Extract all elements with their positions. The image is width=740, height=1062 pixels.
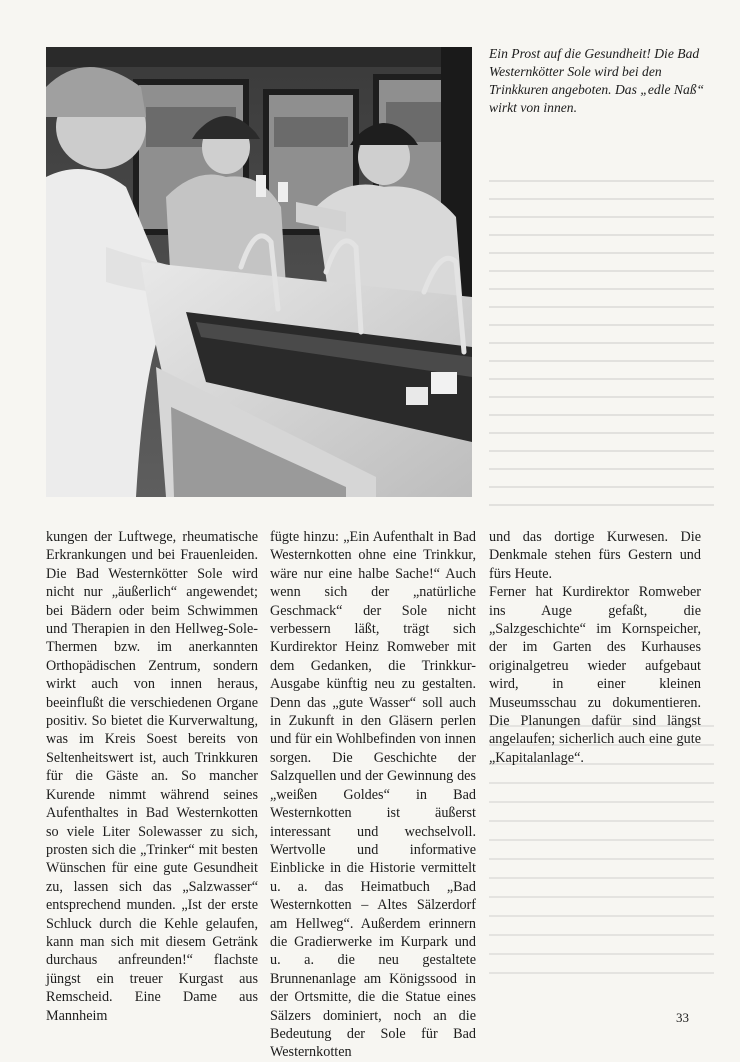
photo-drinking-cure bbox=[46, 47, 472, 497]
text-column-1 bbox=[46, 528, 258, 1025]
bleed-through-text bbox=[489, 180, 714, 530]
paragraph: und das dortige Kurwesen. Die Denkmale stehen fürs Gestern und fürs Heute. bbox=[489, 529, 701, 582]
text-column-2 bbox=[270, 528, 476, 1062]
page-number: 33 bbox=[676, 1010, 689, 1025]
photo-caption: Ein Prost auf die Gesundheit! Die Bad Westernkötter Sole wird bei den Trinkkuren angeboten. Das „edle Naß“ wirkt von innen. bbox=[489, 46, 705, 115]
paragraph: fügte hinzu: „Ein Aufenthalt in Bad Westernkotten ohne eine Trinkkur, wäre nur eine halbe Sache!“ Auch wenn sich der „natürliche Geschmack“ der Sole nicht verbessern läßt, trägt sich Kurdirektor Heinz Romweber mit dem Gedanken, die Trinkkur-Ausgabe künftig neu zu gestalten. Denn das „gute Wasser“ soll auch in Zukunft in den Gläsern perlen und für ein Wohlbefinden von innen sorgen. Die Geschichte der Salzquellen und der Gewinnung des „weißen Goldes“ in Bad Westernkotten ist äußerst interessant und wechselvoll. Wertvolle und informative Einblicke in die Historie vermittelt u. a. das Heimatbuch „Bad Westernkotten – Altes Sälzerdorf am Hellweg“. Außerdem erinnern die Gradierwerke im Kurpark und u. a. die neu gestaltete Brunnenanlage am Königssood in der Ortsmitte, die die Statue eines Sälzers dominiert, noch an die Bedeutung der Sole für Bad Westernkotten bbox=[270, 529, 476, 1061]
text-column-3 bbox=[489, 528, 701, 767]
photo-illustration bbox=[46, 47, 472, 497]
paragraph: kungen der Luftwege, rheumatische Erkrankungen und bei Frauenleiden. Die Bad Westernkötter Sole wird nicht nur „äußerlich“ angewendet; bei Bädern oder beim Schwimmen und Therapien in den Hellweg-Sole-Thermen bzw. im anerkannten Orthopädischen Zentrum, sondern wirkt auch von innen heraus, beeinflußt die verschiedenen Organe positiv. So bietet die Kurverwaltung, was im Kreis Soest bereits von Seltenheitswert ist, auch Trinkkuren für die Gäste an. So mancher Kurende nimmt während seines Aufenthaltes in Bad Westernkotten so viele Liter Solewasser zu sich, prosten sich die „Trinker“ mit besten Wünschen für eine gute Gesundheit zu, lassen sich das „Salzwasser“ entsprechend munden. „Ist der erste Schluck durch die Kehle gelaufen, kann man sich mit diesem Getränk durchaus anfreunden!“ flachste jüngst ein treuer Kurgast aus Remscheid. Eine Dame aus Mannheim bbox=[46, 529, 258, 1024]
paragraph: Ferner hat Kurdirektor Romweber ins Auge gefaßt, die „Salzgeschichte“ im Kornspeicher, der im Garten des Kurhauses originalgetreu wieder aufgebaut wird, in einer kleinen Museumsschau zu dokumentieren. Die Planungen dafür sind längst angelaufen; sicherlich auch eine gute „Kapitalanlage“. bbox=[489, 584, 701, 766]
